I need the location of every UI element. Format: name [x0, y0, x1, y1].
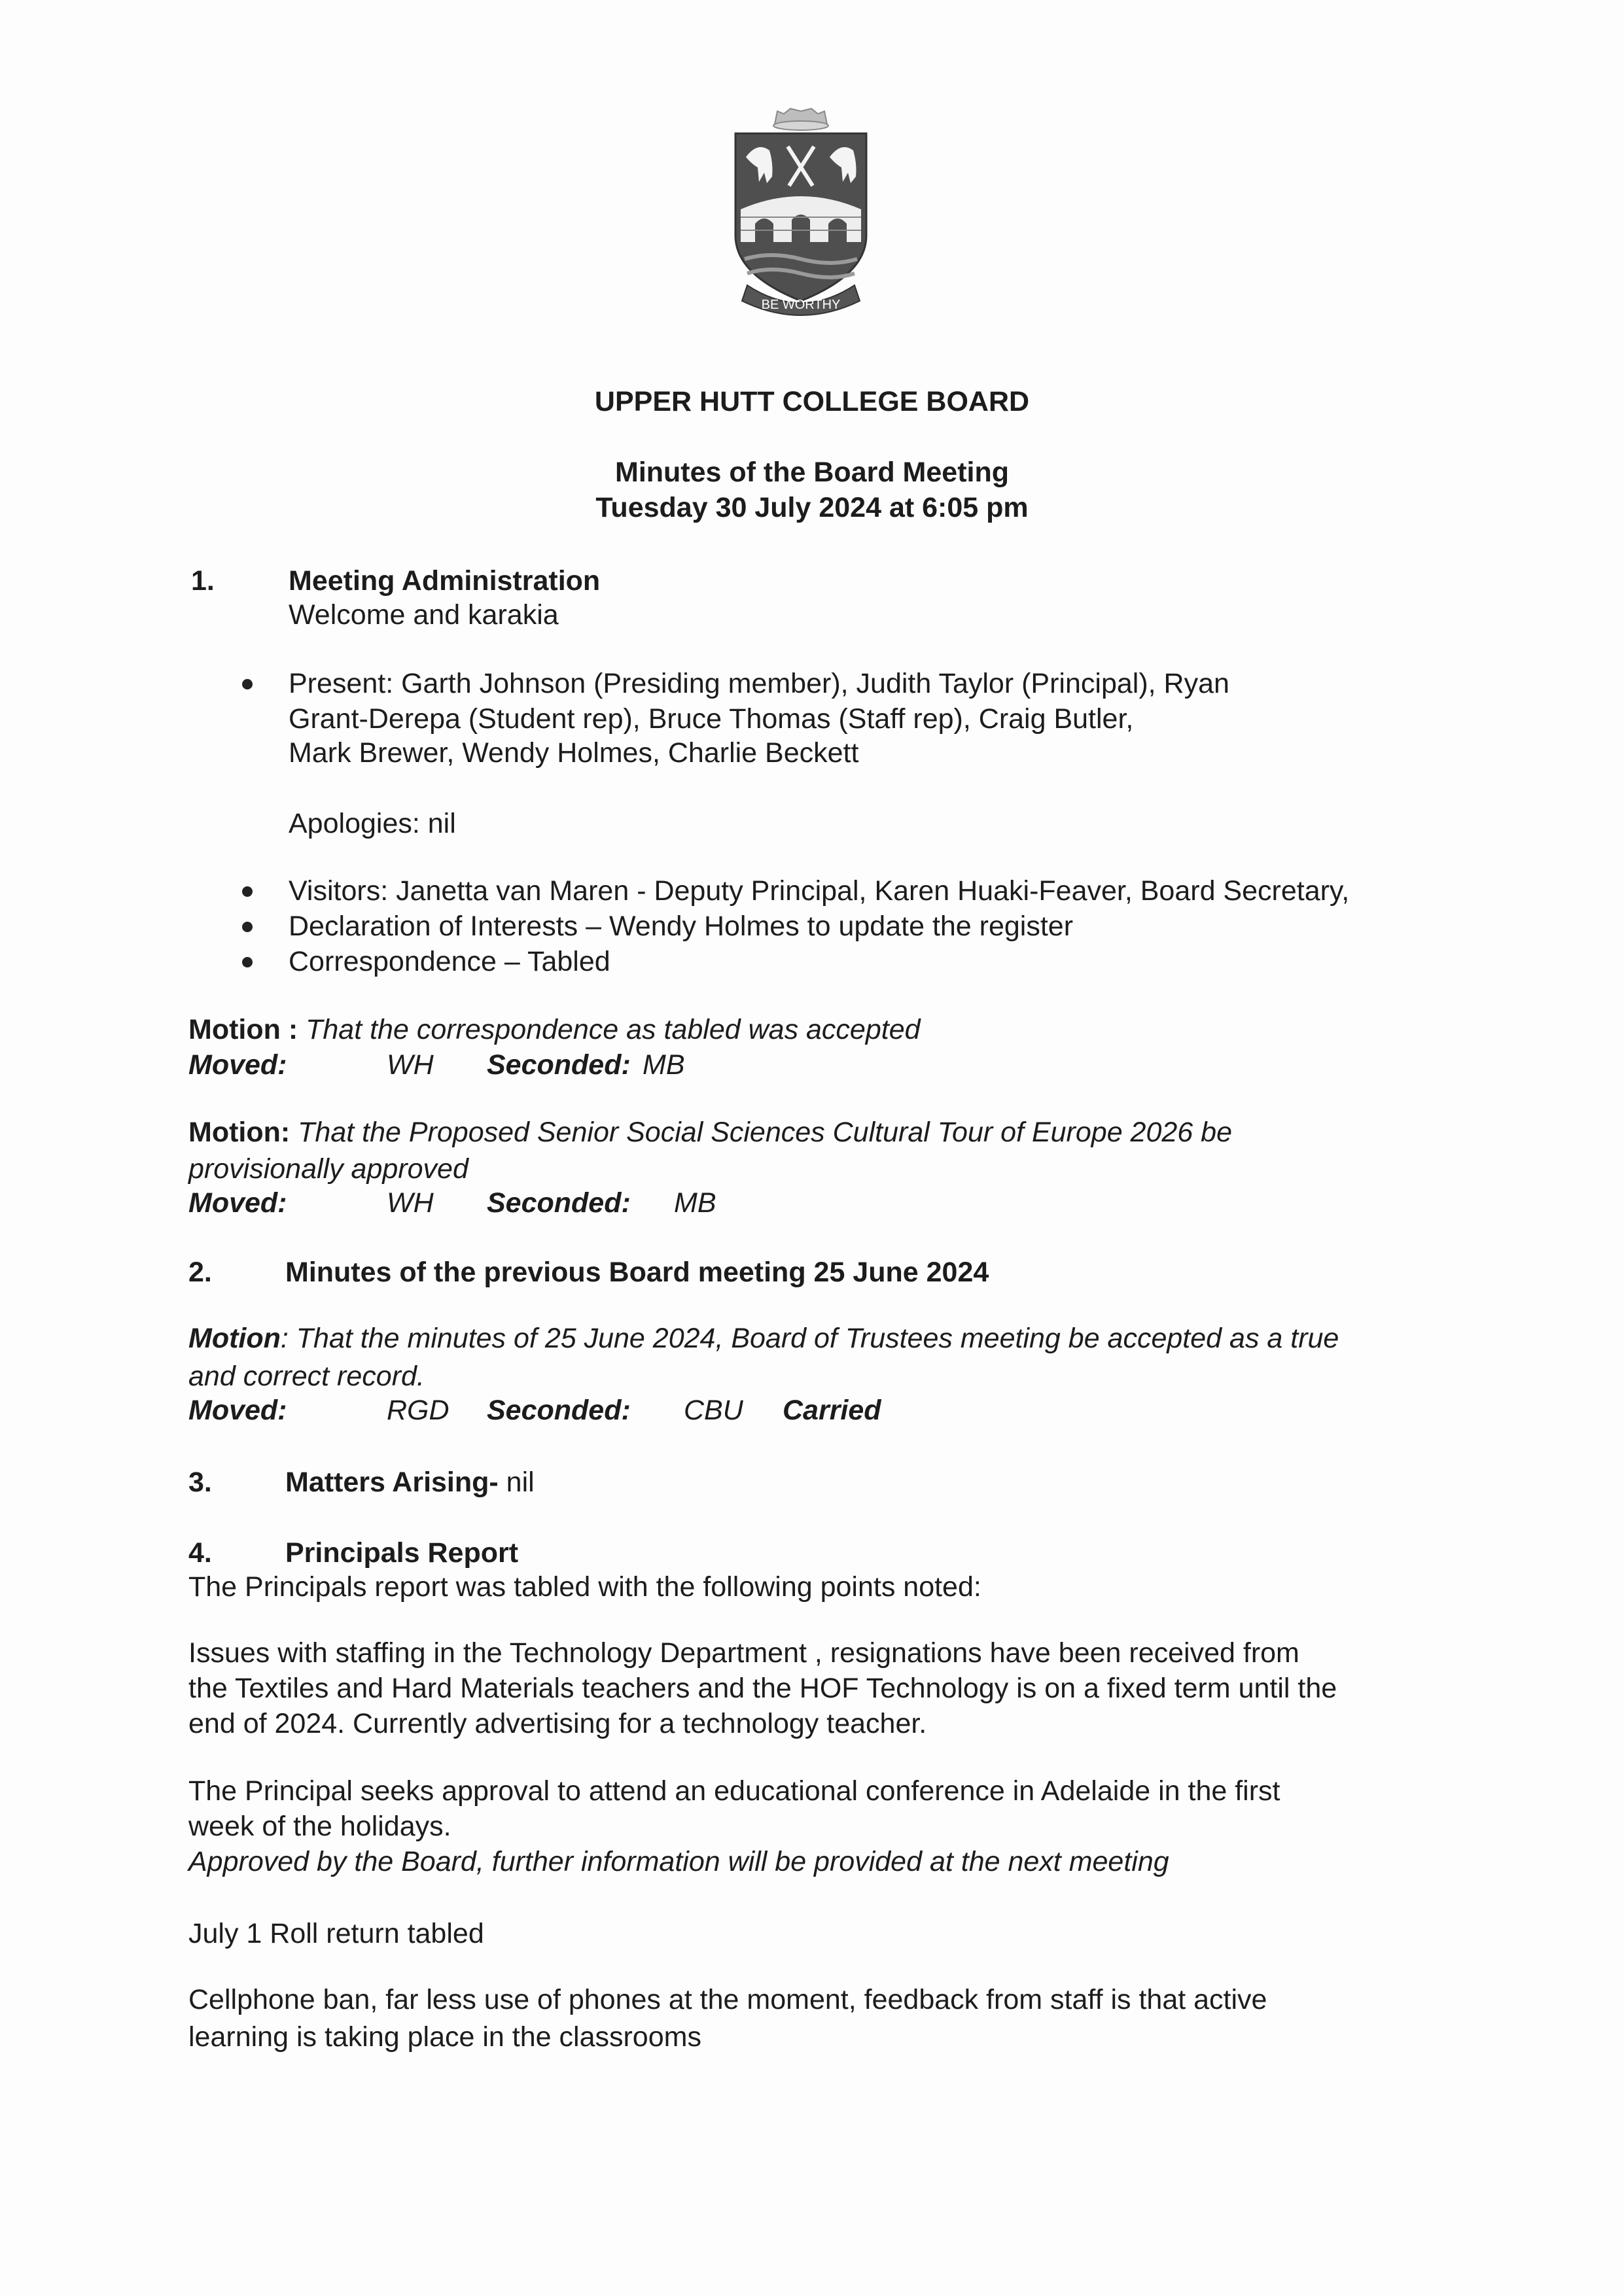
- bullet-icon: [242, 886, 253, 897]
- moved-value: RGD: [387, 1395, 450, 1426]
- section-number: 2.: [188, 1257, 212, 1288]
- motion-label: Motion :: [188, 1014, 298, 1045]
- section-number: 3.: [188, 1467, 212, 1498]
- visitors-text: Visitors: Janetta van Maren - Deputy Principal, Karen Huaki-Feaver, Board Secretary,: [289, 875, 1350, 907]
- seconded-value: MB: [643, 1049, 685, 1081]
- bullet-icon: [242, 679, 253, 689]
- paragraph-line: The Principal seeks approval to attend an educational conference in Adelaide in the first: [188, 1775, 1280, 1807]
- report-intro: The Principals report was tabled with the following points noted:: [188, 1571, 981, 1603]
- present-line: Mark Brewer, Wendy Holmes, Charlie Beckett: [289, 737, 859, 769]
- motion-text-cont: and correct record.: [188, 1361, 425, 1392]
- section-text: nil: [498, 1467, 535, 1498]
- section-heading: Matters Arising-: [285, 1467, 499, 1498]
- welcome-text: Welcome and karakia: [289, 599, 559, 631]
- bullet-icon: [242, 957, 253, 967]
- motion-line: [188, 1115, 1232, 1150]
- motion-text-cont: provisionally approved: [188, 1153, 468, 1185]
- approval-note: Approved by the Board, further information will be provided at the next meeting: [188, 1846, 1169, 1877]
- apologies-text: Apologies: nil: [289, 808, 456, 839]
- section-number: 1.: [191, 565, 215, 597]
- section-number: 4.: [188, 1537, 212, 1569]
- motion-line: [188, 1012, 921, 1047]
- seconded-label: Seconded:: [487, 1049, 631, 1081]
- correspondence-text: Correspondence – Tabled: [289, 946, 610, 977]
- motion-line: [188, 1321, 1339, 1356]
- moved-value: WH: [387, 1049, 434, 1081]
- paragraph-line: July 1 Roll return tabled: [188, 1918, 484, 1949]
- seconded-value: CBU: [684, 1395, 743, 1426]
- document-title: Minutes of the Board Meeting: [615, 457, 1009, 488]
- crown-icon: [773, 109, 828, 130]
- motion-text: That the Proposed Senior Social Sciences Cultural Tour of Europe 2026 be: [290, 1117, 1232, 1148]
- section-heading-line: [285, 1465, 535, 1500]
- section-heading: Minutes of the previous Board meeting 25 June 2024: [285, 1257, 989, 1288]
- paragraph-line: the Textiles and Hard Materials teachers and the HOF Technology is on a fixed term until the: [188, 1673, 1337, 1704]
- seconded-label: Seconded:: [487, 1187, 631, 1219]
- paragraph-line: Issues with staffing in the Technology Department , resignations have been received from: [188, 1637, 1299, 1669]
- declaration-text: Declaration of Interests – Wendy Holmes to update the register: [289, 911, 1074, 942]
- svg-text:BE WORTHY: BE WORTHY: [761, 298, 841, 312]
- moved-label: Moved:: [188, 1395, 287, 1426]
- bullet-icon: [242, 922, 253, 932]
- motion-label: Motion: [188, 1323, 281, 1354]
- paragraph-line: week of the holidays.: [188, 1811, 451, 1842]
- motion-result: Carried: [783, 1395, 881, 1426]
- motion-text: That the correspondence as tabled was accepted: [298, 1014, 921, 1045]
- seconded-value: MB: [674, 1187, 716, 1219]
- motion-label: Motion:: [188, 1117, 291, 1148]
- moved-value: WH: [387, 1187, 434, 1219]
- present-line: Grant-Derepa (Student rep), Bruce Thomas (Staff rep), Craig Butler,: [289, 703, 1134, 735]
- motion-text: : That the minutes of 25 June 2024, Board of Trustees meeting be accepted as a true: [280, 1323, 1339, 1354]
- section-heading: Meeting Administration: [289, 565, 601, 597]
- present-line: Present: Garth Johnson (Presiding member), Judith Taylor (Principal), Ryan: [289, 668, 1229, 699]
- school-crest-logo: [732, 105, 870, 318]
- paragraph-line: Cellphone ban, far less use of phones at the moment, feedback from staff is that active: [188, 1984, 1267, 2015]
- paragraph-line: learning is taking place in the classrooms: [188, 2021, 701, 2053]
- moved-label: Moved:: [188, 1187, 287, 1219]
- meeting-date: Tuesday 30 July 2024 at 6:05 pm: [595, 492, 1029, 523]
- paragraph-line: end of 2024. Currently advertising for a technology teacher.: [188, 1708, 927, 1739]
- seconded-label: Seconded:: [487, 1395, 631, 1426]
- section-heading: Principals Report: [285, 1537, 519, 1569]
- organization-title: UPPER HUTT COLLEGE BOARD: [594, 386, 1030, 417]
- moved-label: Moved:: [188, 1049, 287, 1081]
- bridge-icon: [741, 196, 861, 242]
